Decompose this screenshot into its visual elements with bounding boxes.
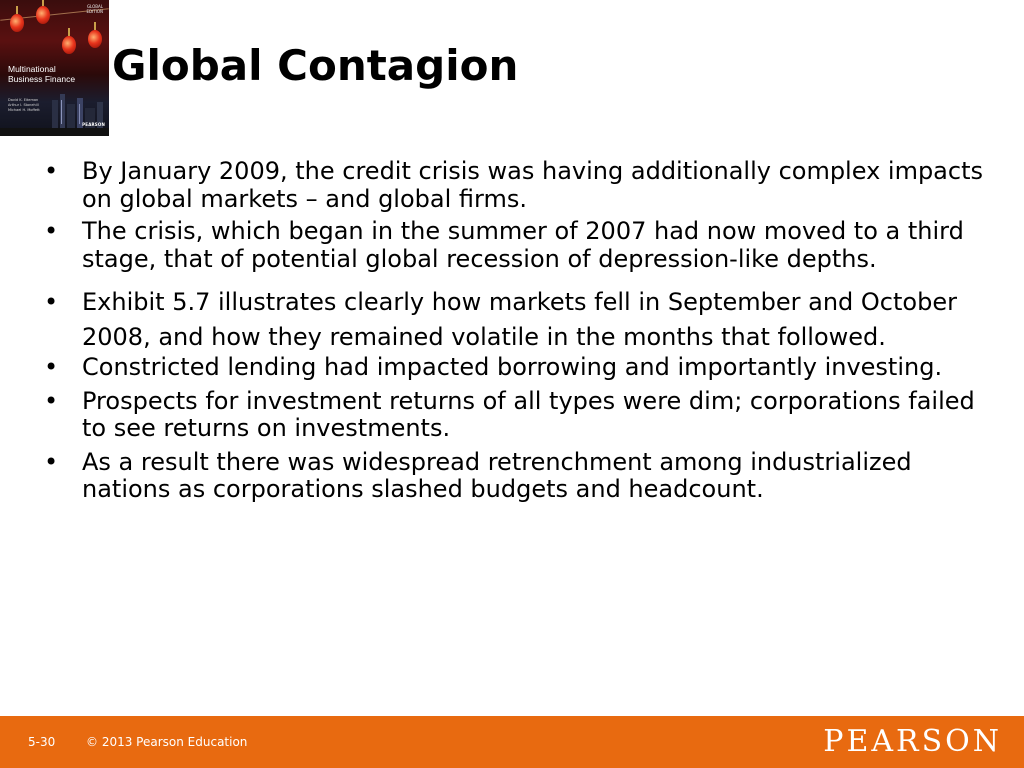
- bullet-marker: •: [44, 353, 59, 381]
- bullet-marker: •: [44, 217, 59, 245]
- cover-book-title: Multinational Business Finance: [8, 64, 76, 84]
- slide-title: Global Contagion: [112, 41, 519, 90]
- lantern-icon: [88, 30, 102, 48]
- bullet-item: [44, 218, 984, 273]
- cover-edition-label: GLOBAL EDITION: [86, 4, 103, 14]
- cover-bottom-bar: [0, 128, 109, 136]
- footer-bar: [0, 716, 1024, 768]
- bullet-text: Prospects for investment returns of all types were dim; corporations failed to see returns on investments.: [82, 386, 975, 442]
- bullet-marker: •: [44, 288, 59, 316]
- bullet-item: [44, 285, 984, 354]
- cover-authors: David K. Eiteman Arthur I. Stonehill Michael H. Moffett: [8, 98, 40, 112]
- bullet-marker: •: [44, 157, 59, 185]
- bullet-item: [44, 354, 984, 382]
- bullet-marker: •: [44, 447, 59, 476]
- bullet-text: Exhibit 5.7 illustrates clearly how markets fell in September and October 2008, and how they remained volatile in the months that followed.: [82, 288, 957, 351]
- bullet-marker: •: [44, 386, 59, 415]
- lantern-icon: [10, 14, 24, 32]
- book-cover-image: [0, 0, 109, 136]
- bullet-item: [44, 388, 984, 443]
- page-number: 5-30: [28, 735, 56, 749]
- pearson-logo: PEARSON: [823, 724, 1002, 759]
- lantern-icon: [36, 6, 50, 24]
- bullet-text: Constricted lending had impacted borrowing and importantly investing.: [82, 353, 943, 381]
- bullet-text: The crisis, which began in the summer of 2007 had now moved to a third stage, that of potential global recession of depression-like depths.: [82, 217, 964, 273]
- cover-publisher-logo: PEARSON: [82, 122, 105, 127]
- bullet-item: [44, 449, 984, 504]
- bullet-item: [44, 158, 984, 213]
- bullet-text: By January 2009, the credit crisis was having additionally complex impacts on global markets – and global firms.: [82, 157, 983, 213]
- bullet-list: [44, 158, 984, 504]
- copyright-notice: © 2013 Pearson Education: [86, 735, 248, 749]
- lantern-icon: [62, 36, 76, 54]
- bullet-text: As a result there was widespread retrenchment among industrialized nations as corporations slashed budgets and headcount.: [82, 447, 912, 503]
